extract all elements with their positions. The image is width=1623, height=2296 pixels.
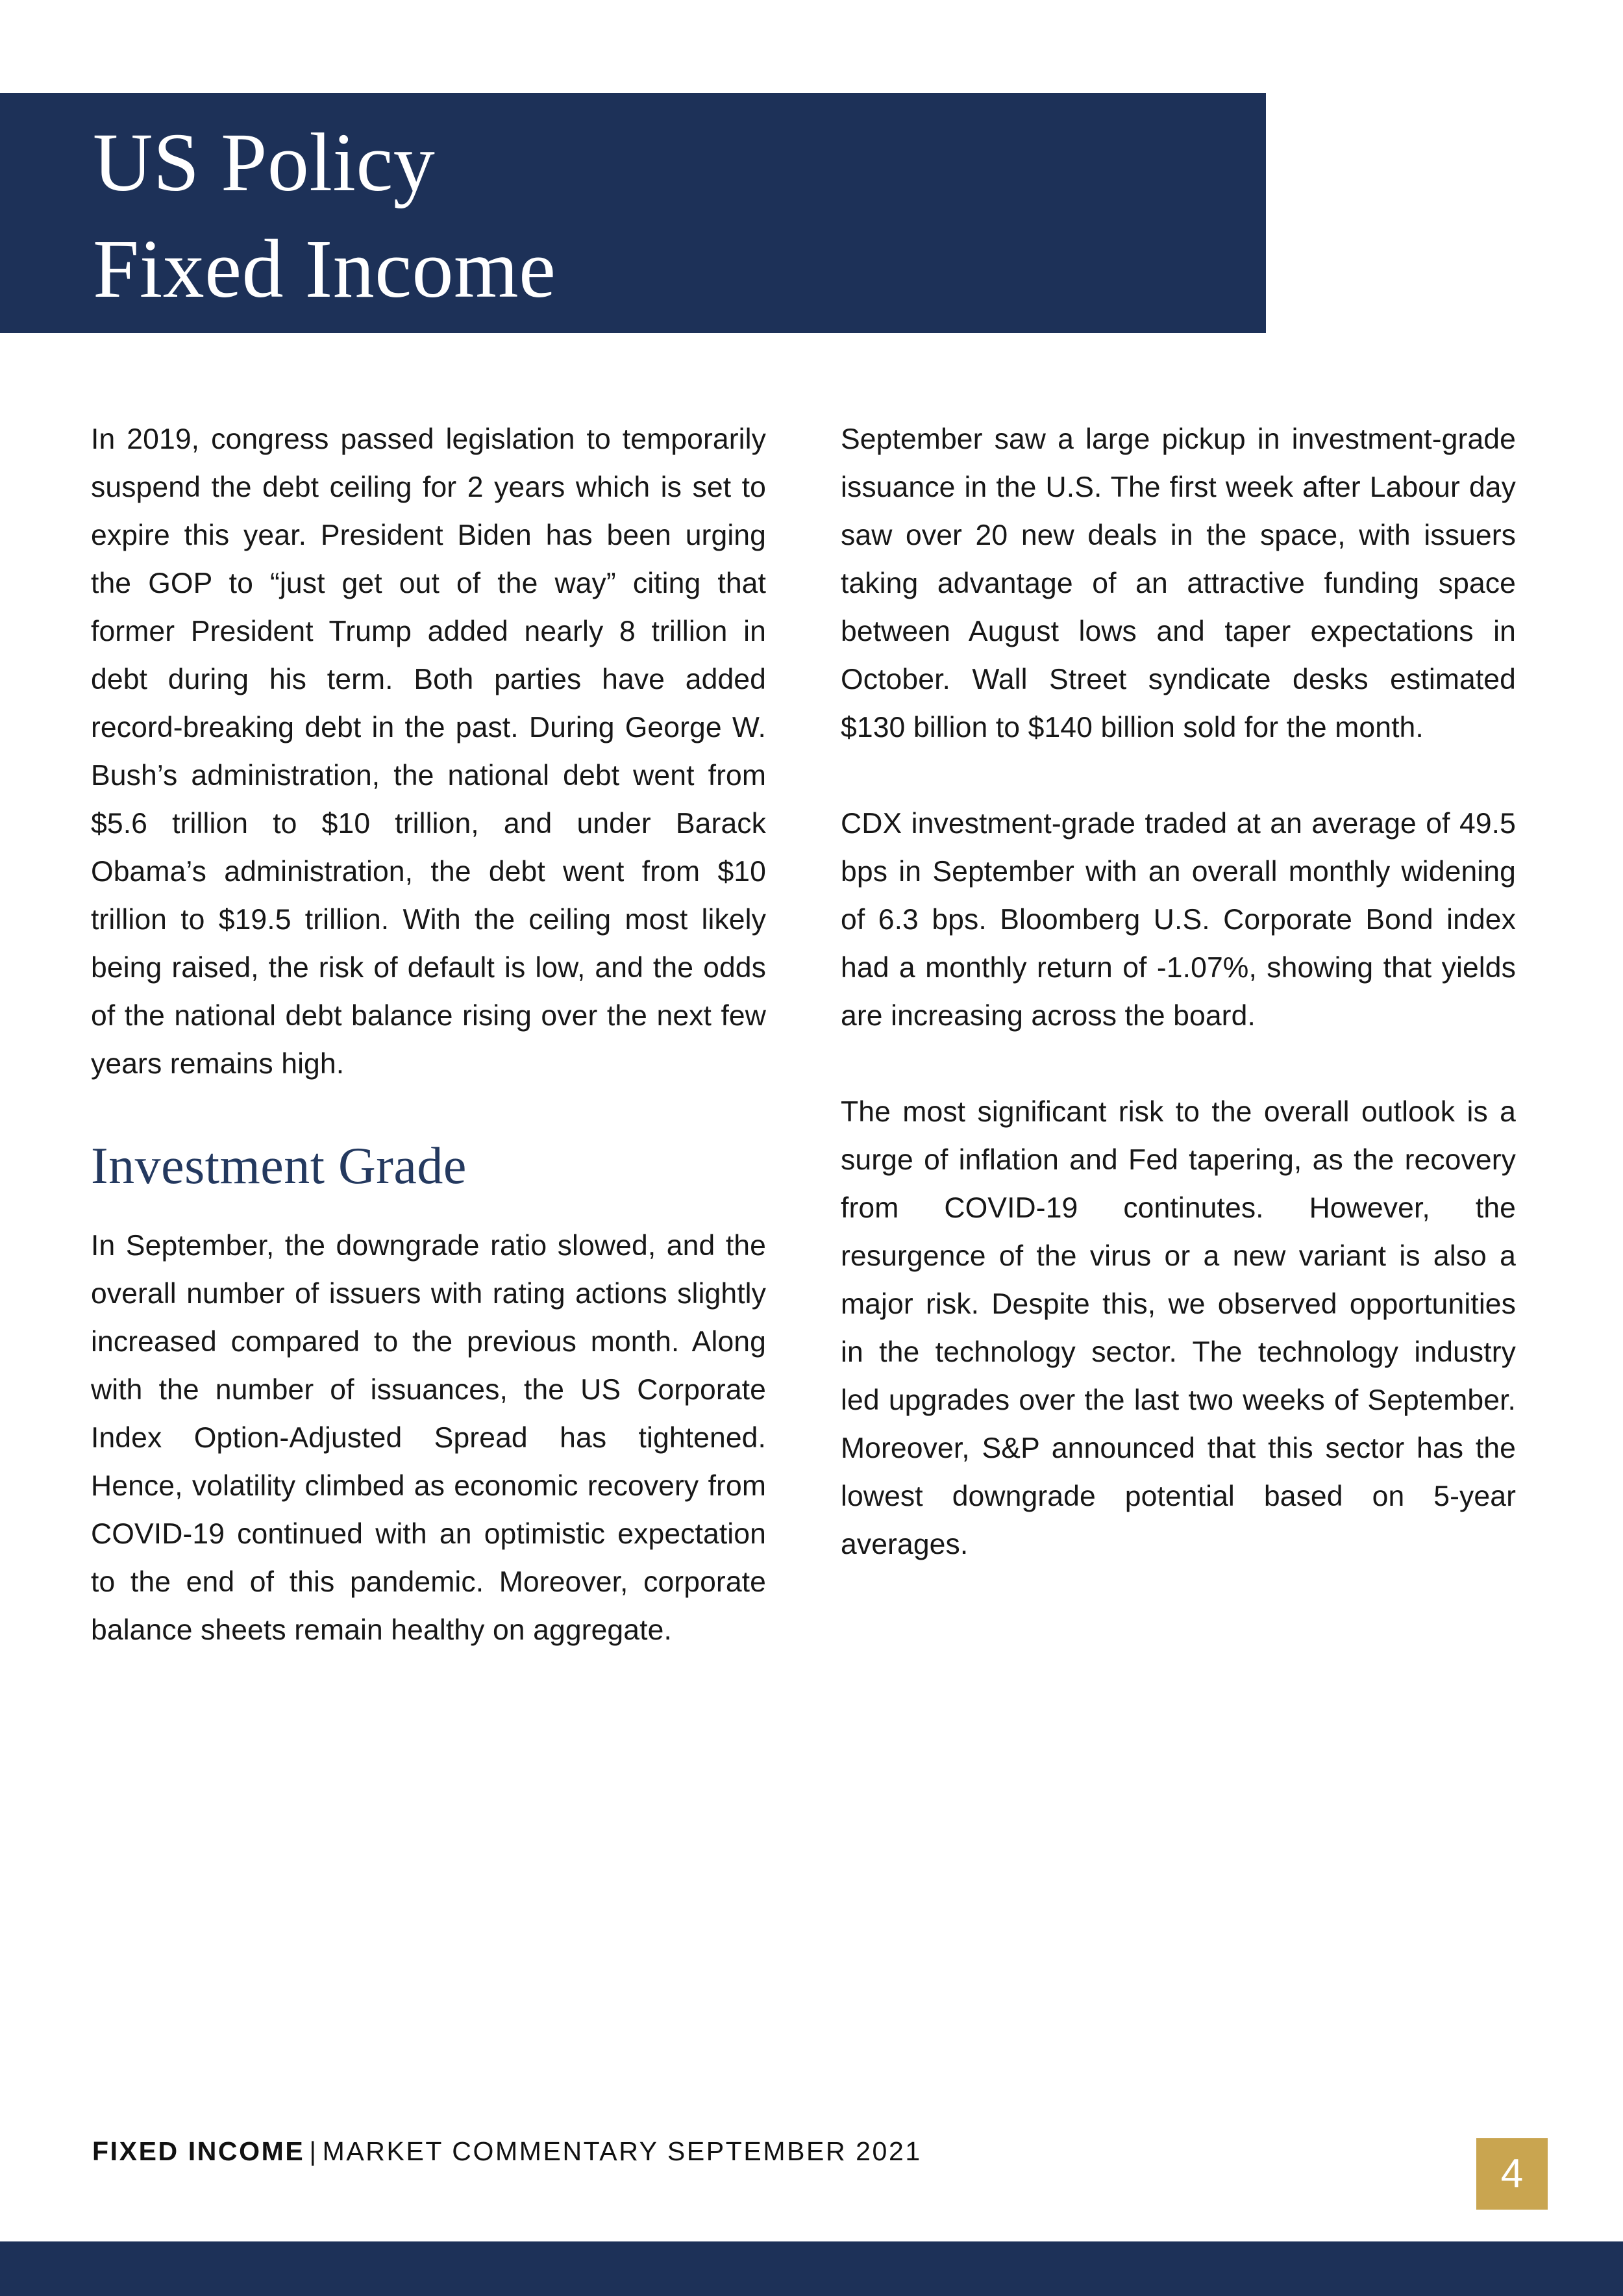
page-number: 4 bbox=[1500, 2151, 1524, 2196]
footer-caption-separator: | bbox=[309, 2136, 318, 2166]
page-title-line-1: US Policy bbox=[93, 116, 436, 208]
article-body bbox=[0, 416, 1623, 2039]
footer-caption bbox=[92, 2136, 922, 2167]
footer-caption-strong: FIXED INCOME bbox=[92, 2136, 305, 2166]
section-heading-investment-grade: Investment Grade bbox=[91, 1138, 467, 1195]
page-footer bbox=[0, 2130, 1623, 2201]
right-column bbox=[841, 416, 1516, 1569]
paragraph-outlook-risks: The most significant risk to the overall outlook is a surge of inflation and Fed tapering, as the recovery from COVID-19 continutes. However, the resurgence of the virus or a new variant is also a major risk. Despite this, we observed opportunities in the technology sector. The technology industry led upgrades over the last two weeks of September. Moreover, S&P announced that this sector has the lowest downgrade potential based on 5-year averages. bbox=[841, 1096, 1516, 1560]
paragraph-debt-ceiling: In 2019, congress passed legislation to temporarily suspend the debt ceiling for 2 years which is set to expire this year. President Biden has been urging the GOP to “just get out of the way” citing that former President Trump added nearly 8 trillion in debt during his term. Both parties have added record-breaking debt in the past. During George W. Bush’s administration, the national debt went from $5.6 trillion to $10 trillion, and under Barack Obama’s administration, the debt went from $10 trillion to $19.5 trillion. With the ceiling most likely being raised, the risk of default is low, and the odds of the national debt balance rising over the next few years remains high. bbox=[91, 423, 766, 1080]
page-number-badge bbox=[1476, 2138, 1548, 2210]
footer-accent-bar bbox=[0, 2241, 1623, 2296]
paragraph-downgrade-ratio: In September, the downgrade ratio slowed, and the overall number of issuers with rating actions slightly increased compared to the previous month. Along with the number of issuances, the US Corporate Index Option-Adjusted Spread has tightened. Hence, volatility climbed as economic recovery from COVID-19 continued with an optimistic expectation to the end of this pandemic. Moreover, corporate balance sheets remain healthy on aggregate. bbox=[91, 1230, 766, 1646]
footer-caption-rest: MARKET COMMENTARY SEPTEMBER 2021 bbox=[322, 2136, 922, 2166]
page-title bbox=[93, 110, 1196, 323]
page-title-line-2: Fixed Income bbox=[93, 222, 556, 315]
header-banner bbox=[0, 93, 1266, 333]
paragraph-cdx-spreads: CDX investment-grade traded at an average of 49.5 bps in September with an overall monthly widening of 6.3 bps. Bloomberg U.S. Corporate Bond index had a monthly return of -1.07%, showing that yields are increasing across the board. bbox=[841, 808, 1516, 1032]
left-column bbox=[91, 416, 766, 1654]
paragraph-september-issuance: September saw a large pickup in investment-grade issuance in the U.S. The first week after Labour day saw over 20 new deals in the space, with issuers taking advantage of an attractive funding space between August lows and taper expectations in October. Wall Street syndicate desks estimated $130 billion to $140 billion sold for the month. bbox=[841, 423, 1516, 743]
